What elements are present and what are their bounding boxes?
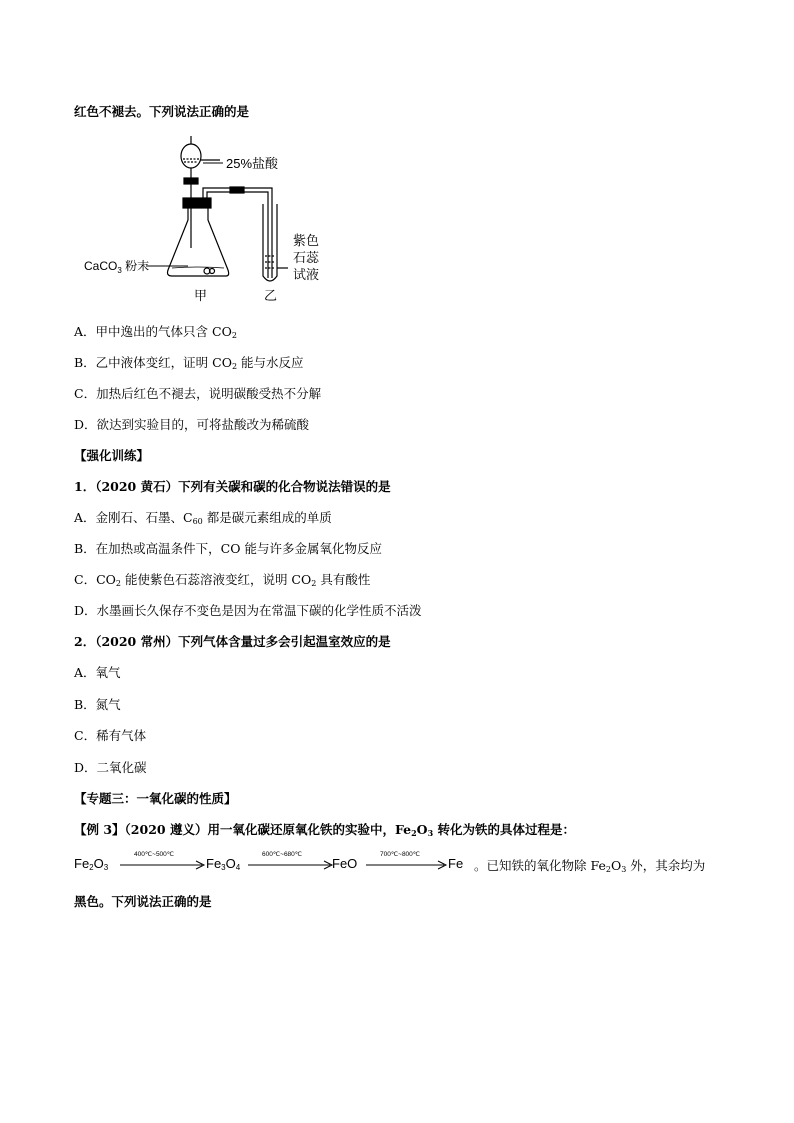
equation-tail-text: 。已知铁的氧化物除 $Fe_2O_3$ 外，其余均为 — [474, 858, 706, 874]
indicator-label-3: 试液 — [293, 267, 320, 282]
species-fe3o4: $Fe_3O_4$ — [206, 856, 241, 872]
species-fe2o3: $Fe_2O_3$ — [74, 856, 109, 872]
reagent-label: 25%盐酸 — [226, 156, 279, 171]
test-tube — [263, 204, 288, 281]
condition-2: 600℃~680℃ — [262, 851, 303, 858]
option-c: C．加热后红色不褪去，说明碳酸受热不分解 — [74, 386, 322, 401]
section-heading-topic3: 【专题三：一氧化碳的性质】 — [74, 791, 237, 806]
arrow-3 — [364, 852, 448, 872]
option-b: B．乙中液体变红，证明 $CO_2$ 能与水反应 — [74, 355, 304, 371]
q1-option-d: D．水墨画长久保存不变色是因为在常温下碳的化学性质不活泼 — [74, 603, 422, 618]
flask-label: 甲 — [194, 288, 208, 303]
tube-label: 乙 — [264, 288, 278, 303]
option-a: A．甲中逸出的气体只含 $CO_2$ — [74, 324, 237, 340]
question-2-stem: 2．（2020 常州）下列气体含量过多会引起温室效应的是 — [74, 634, 391, 649]
species-fe: Fe — [448, 856, 464, 871]
arrow-2 — [246, 852, 334, 872]
q1-option-b: B．在加热或高温条件下，CO 能与许多金属氧化物反应 — [74, 541, 382, 556]
q2-option-c: C．稀有气体 — [74, 728, 147, 743]
conical-flask — [168, 198, 229, 276]
condition-3: 700℃~800℃ — [380, 851, 421, 858]
arrow-1 — [118, 852, 206, 872]
apparatus-figure — [80, 128, 340, 308]
q1-option-c: C．$CO_2$ 能使紫色石蕊溶液变红，说明 $CO_2$ 具有酸性 — [74, 572, 371, 588]
q2-option-b: B．氮气 — [74, 697, 121, 712]
q2-option-a: A．氧气 — [74, 665, 121, 680]
q2-option-d: D．二氧化碳 — [74, 760, 147, 775]
species-feo: FeO — [332, 856, 358, 871]
q1-option-a: A．金刚石、石墨、$C_{60}$ 都是碳元素组成的单质 — [74, 510, 332, 526]
intro-line: 红色不褪去。下列说法正确的是 — [74, 104, 250, 119]
option-d: D．欲达到实验目的，可将盐酸改为稀硫酸 — [74, 417, 310, 432]
reaction-chain — [74, 852, 734, 880]
example-3-stem: 【例 3】（2020 遵义）用一氧化碳还原氧化铁的实验中，$Fe_2O_3$ 转化为铁的具体过程是： — [74, 822, 575, 838]
indicator-label-1: 紫色 — [293, 233, 320, 248]
powder-label: CaCO$_3$ 粉末 — [84, 259, 150, 275]
indicator-label-2: 石蕊 — [293, 250, 320, 265]
example-3-last-line: 黑色。下列说法正确的是 — [74, 894, 212, 909]
condition-1: 400℃~500℃ — [134, 851, 175, 858]
section-heading-training: 【强化训练】 — [74, 448, 150, 463]
question-1-stem: 1．（2020 黄石）下列有关碳和碳的化合物说法错误的是 — [74, 479, 391, 494]
